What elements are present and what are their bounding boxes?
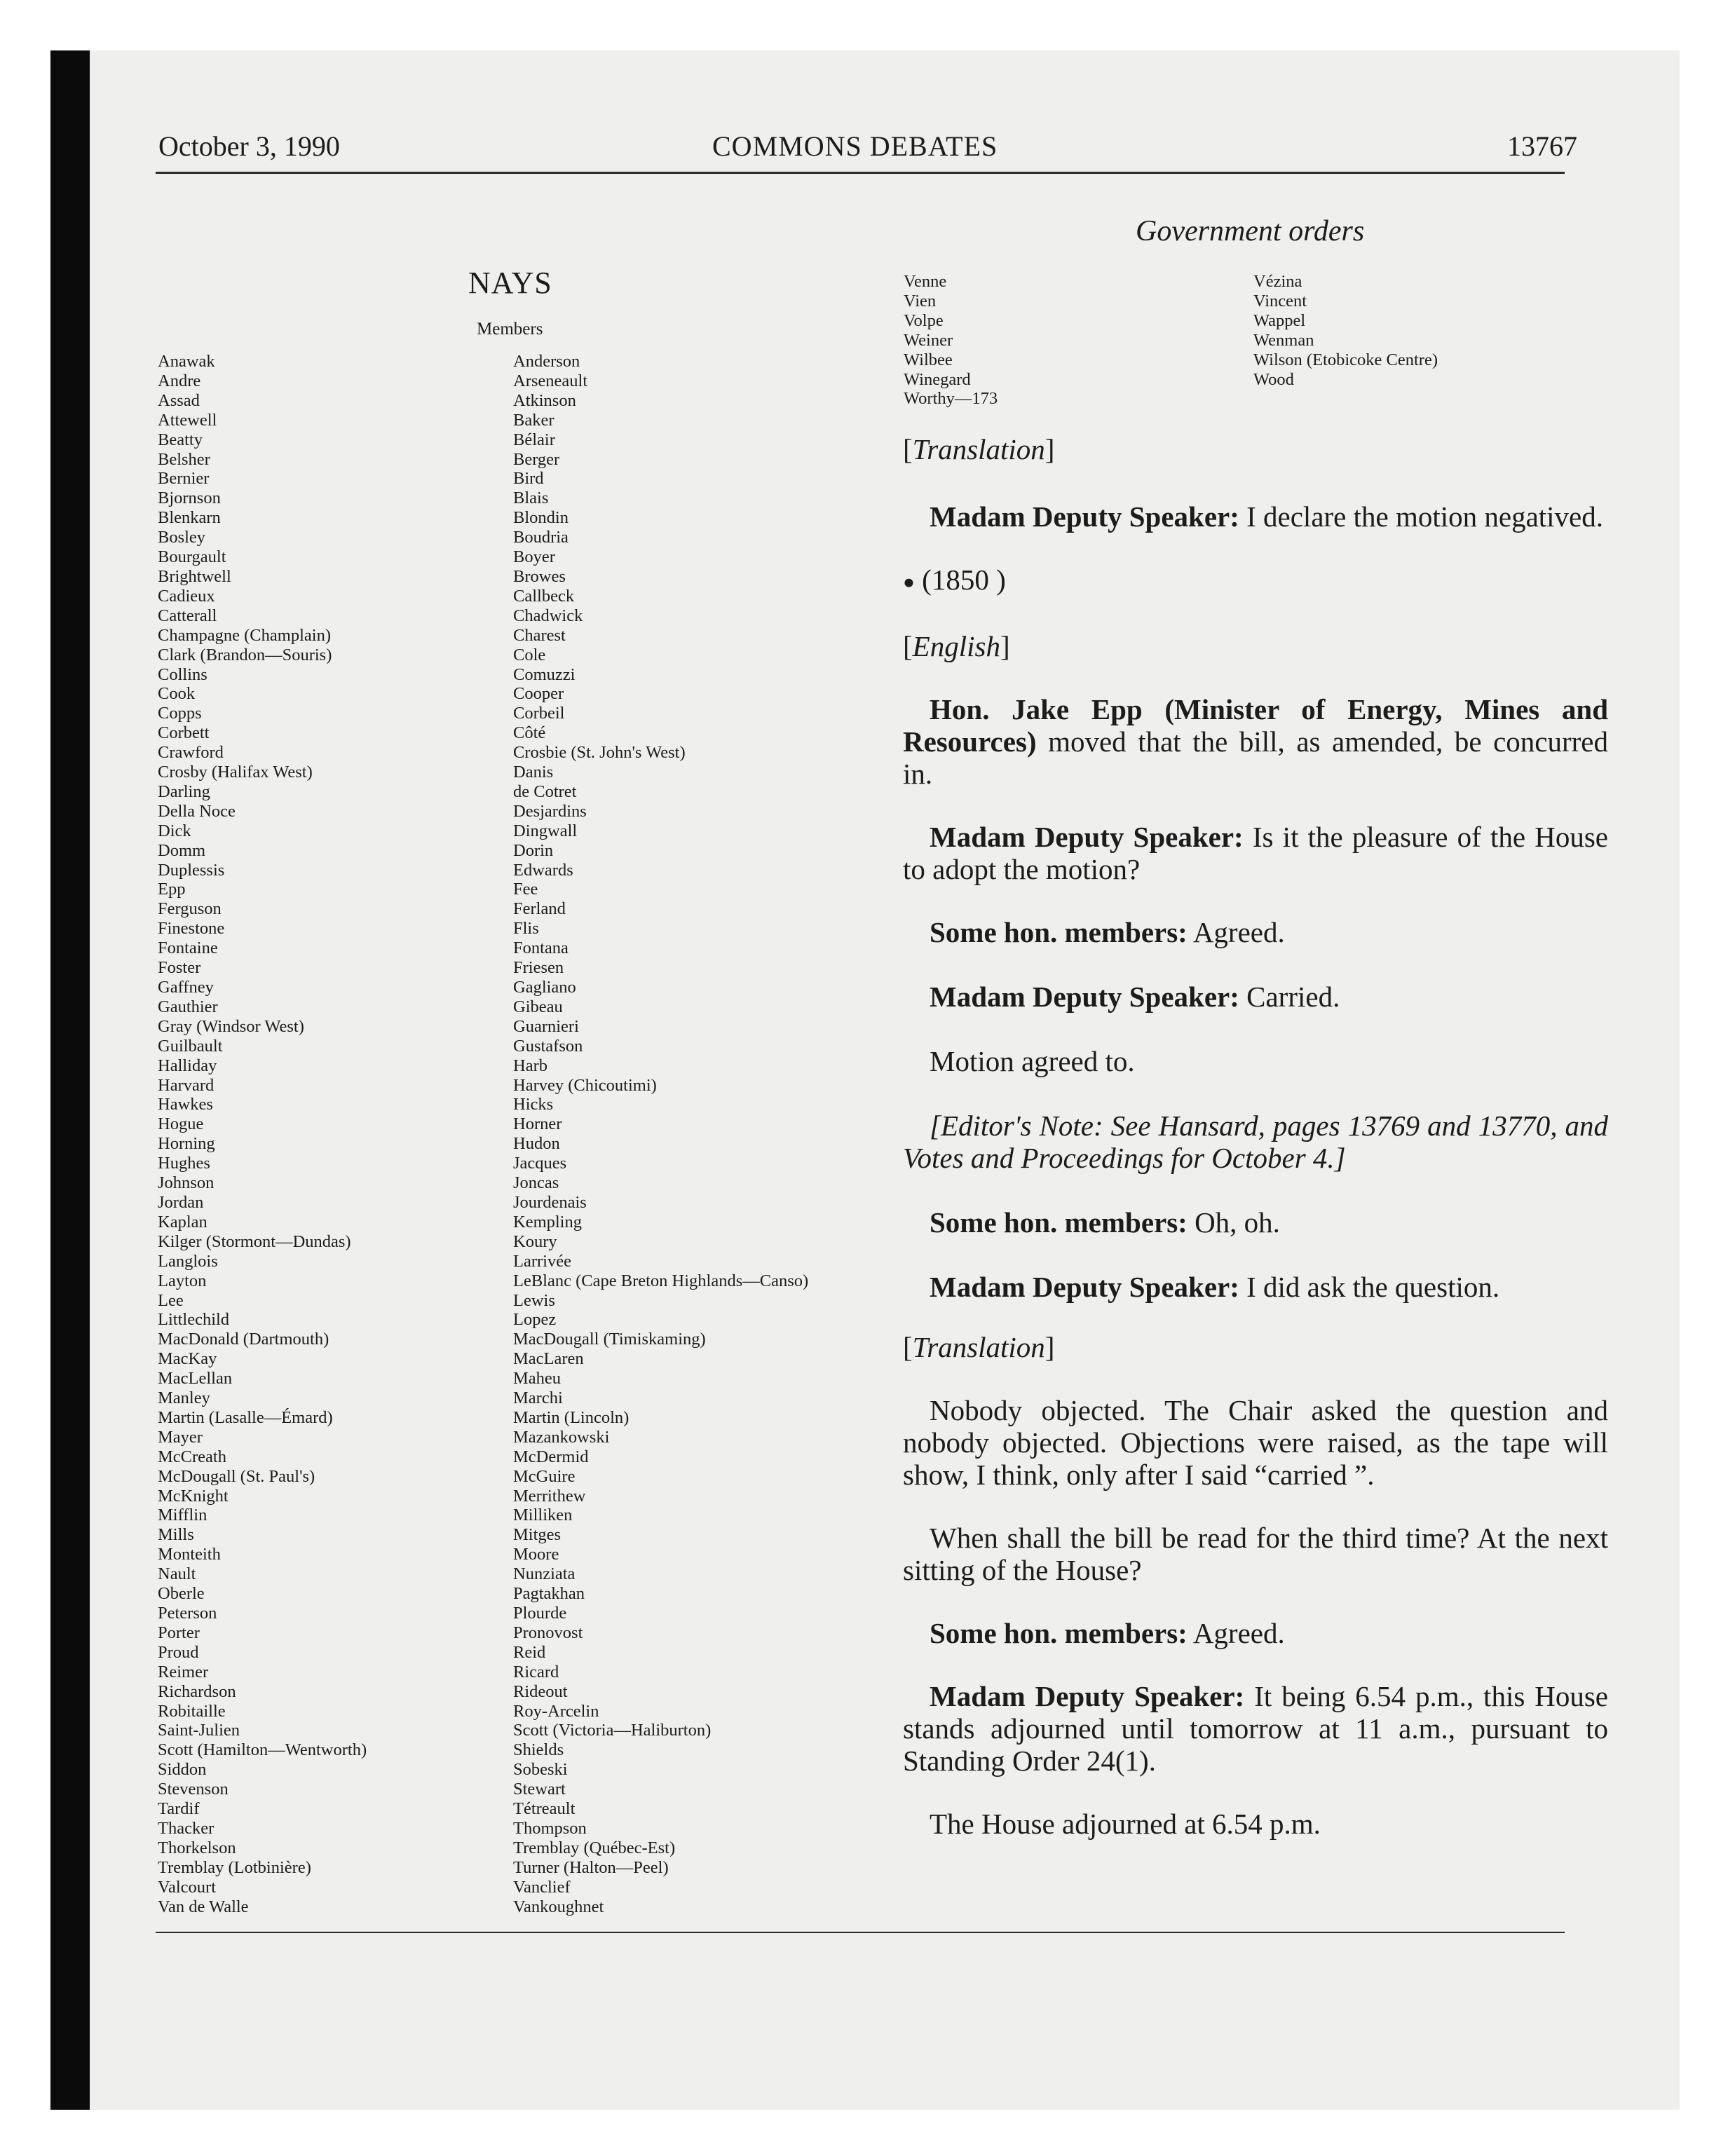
member-name: Guilbault — [158, 1036, 223, 1056]
member-name: Mazankowski — [513, 1427, 610, 1447]
member-name: Joncas — [513, 1173, 559, 1193]
member-name: Collins — [158, 664, 207, 684]
member-name: Reimer — [158, 1662, 209, 1681]
member-name: Cole — [513, 645, 546, 664]
member-name: Horning — [158, 1134, 215, 1154]
member-name: Koury — [513, 1231, 557, 1251]
member-name: Mills — [158, 1525, 194, 1545]
member-name: Comuzzi — [513, 664, 576, 684]
member-name: Nunziata — [513, 1564, 576, 1584]
member-name: MacDougall (Timiskaming) — [513, 1330, 706, 1349]
member-name: Vézina — [1253, 272, 1302, 291]
member-name: Manley — [158, 1389, 210, 1408]
member-name: Charest — [513, 625, 566, 645]
member-name: Friesen — [513, 958, 564, 978]
member-name: Crawford — [158, 743, 224, 763]
member-name: Fontaine — [158, 939, 218, 958]
member-name: Cooper — [513, 684, 564, 704]
translation-tag: [Translation] — [903, 433, 1055, 465]
member-name: Gustafson — [513, 1036, 583, 1056]
member-name: Hogue — [158, 1114, 204, 1134]
member-name: Anawak — [158, 352, 215, 371]
member-name: Bélair — [513, 430, 555, 449]
member-name: Sobeski — [513, 1760, 568, 1780]
member-name: Ricard — [513, 1662, 559, 1681]
member-name: Maheu — [513, 1369, 562, 1389]
member-name: Belsher — [158, 449, 210, 469]
speech-text: I did ask the question. — [1239, 1270, 1500, 1303]
member-name: Hughes — [158, 1154, 210, 1173]
member-name: Vien — [904, 291, 937, 311]
speech-text: I declare the motion negatived. — [1239, 500, 1604, 533]
speech-text: Is it the pleasure of the House to adopt the motion? — [903, 820, 1608, 885]
member-name: Ferguson — [158, 899, 222, 919]
member-name: Venne — [904, 272, 947, 291]
member-name: Van de Walle — [158, 1897, 249, 1916]
speech-paragraph: When shall the bill be read for the third time? At the next sitting of the House? — [903, 1521, 1608, 1586]
member-name: Kaplan — [158, 1212, 207, 1231]
members-label: Members — [477, 320, 543, 339]
member-name: Stewart — [513, 1780, 566, 1799]
member-name: McDougall (St. Paul's) — [158, 1466, 315, 1486]
member-name: Assad — [158, 390, 200, 410]
member-name: Milliken — [513, 1506, 573, 1525]
member-name: Baker — [513, 410, 554, 430]
member-name: Boudria — [513, 528, 569, 547]
member-name: Porter — [158, 1623, 200, 1642]
speech-paragraph: Motion agreed to. — [930, 1044, 1135, 1077]
member-name: Catterall — [158, 606, 217, 625]
member-name: Vankoughnet — [513, 1897, 604, 1916]
member-name: Atkinson — [513, 390, 576, 410]
speech-text: It being 6.54 p.m., this House stands adjourned until tomorrow at 11 a.m., pursuant to Standing Order 24(1). — [903, 1679, 1609, 1777]
member-name: Finestone — [158, 919, 225, 939]
member-name: Tremblay (Québec-Est) — [513, 1838, 676, 1857]
member-name: Reid — [513, 1642, 546, 1662]
member-name: Pronovost — [513, 1623, 583, 1642]
speech-text: Carried. — [1239, 980, 1340, 1013]
member-name: Flis — [513, 919, 539, 939]
member-name: Langlois — [158, 1251, 218, 1271]
member-name: Blenkarn — [158, 508, 221, 528]
member-name: Lee — [158, 1290, 184, 1310]
member-name: Mitges — [513, 1525, 562, 1545]
section-title: Government orders — [1136, 215, 1365, 247]
nays-column-1 — [158, 352, 367, 1917]
member-name: Wilson (Etobicoke Centre) — [1253, 350, 1438, 369]
member-name: Valcourt — [158, 1877, 216, 1897]
member-name: Gaffney — [158, 978, 214, 997]
speaker-name: Madam Deputy Speaker: — [930, 1679, 1245, 1712]
nays-column-3 — [904, 272, 998, 409]
member-name: Dorin — [513, 840, 554, 860]
debate-text — [903, 433, 1608, 1840]
speech-paragraph — [903, 821, 1608, 885]
header-rule — [156, 172, 1565, 174]
member-name: Harvard — [158, 1075, 215, 1095]
member-name: Thacker — [158, 1818, 215, 1838]
member-name: McDermid — [513, 1447, 589, 1466]
member-name: Hicks — [513, 1095, 554, 1114]
member-name: Weiner — [904, 330, 953, 350]
member-name: Domm — [158, 840, 206, 860]
member-name: Lopez — [513, 1310, 557, 1330]
member-name: Turner (Halton—Peel) — [513, 1857, 669, 1877]
member-name: Nault — [158, 1564, 196, 1584]
member-name: MacDonald (Dartmouth) — [158, 1330, 329, 1349]
member-name: Thompson — [513, 1818, 587, 1838]
speaker-name: Madam Deputy Speaker: — [930, 980, 1239, 1013]
english-tag: [English] — [903, 629, 1010, 662]
member-name: Chadwick — [513, 606, 583, 625]
member-name: Hudon — [513, 1134, 560, 1154]
member-name: Gagliano — [513, 978, 576, 997]
member-name: Boyer — [513, 547, 555, 567]
member-name: Bosley — [158, 528, 206, 547]
member-name: McGuire — [513, 1466, 576, 1486]
member-name: Cadieux — [158, 586, 215, 606]
member-name: Littlechild — [158, 1310, 230, 1330]
member-name: Beatty — [158, 430, 203, 449]
member-name: Roy-Arcelin — [513, 1701, 599, 1721]
speech-paragraph — [903, 916, 1608, 948]
member-name: Crosbie (St. John's West) — [513, 743, 686, 763]
member-name: Kempling — [513, 1212, 582, 1231]
member-name: Shields — [513, 1740, 564, 1760]
footer-rule — [156, 1932, 1565, 1933]
member-name: Gibeau — [513, 997, 563, 1016]
member-name: Champagne (Champlain) — [158, 625, 331, 645]
member-name: LeBlanc (Cape Breton Highlands—Canso) — [513, 1271, 809, 1290]
member-name: Wappel — [1253, 311, 1306, 330]
speech-paragraph — [903, 500, 1608, 533]
member-name: Layton — [158, 1271, 207, 1290]
member-name: Vanclief — [513, 1877, 571, 1897]
member-name: Ferland — [513, 899, 566, 919]
member-name: Gray (Windsor West) — [158, 1016, 304, 1036]
member-name: Kilger (Stormont—Dundas) — [158, 1231, 351, 1251]
member-name: Copps — [158, 704, 202, 723]
member-name: Danis — [513, 763, 554, 782]
member-name: Bjornson — [158, 489, 221, 508]
speaker-name: Hon. Jake Epp (Minister of Energy, Mines and Resources) — [903, 692, 1608, 758]
member-name: Plourde — [513, 1604, 567, 1623]
member-name: Siddon — [158, 1760, 207, 1780]
member-name: Blais — [513, 489, 549, 508]
speech-text: moved that the bill, as amended, be concurred in. — [903, 725, 1608, 790]
nays-column-2 — [513, 352, 808, 1917]
member-name: Wenman — [1253, 330, 1314, 350]
speech-text: Agreed. — [1187, 915, 1285, 948]
member-name: Hawkes — [158, 1095, 213, 1114]
member-name: Martin (Lasalle—Émard) — [158, 1407, 333, 1427]
nays-column-4 — [1253, 272, 1438, 389]
member-name: Anderson — [513, 352, 580, 371]
speaker-name: Some hon. members: — [930, 915, 1188, 948]
editors-note: [Editor's Note: See Hansard, pages 13769 and 13770, and Votes and Proceedings for October 4.] — [903, 1109, 1608, 1174]
translation-tag: [Translation] — [903, 1330, 1055, 1363]
member-name: Lewis — [513, 1290, 555, 1310]
member-name: Winegard — [904, 369, 971, 389]
member-name: Desjardins — [513, 801, 587, 821]
member-name: Callbeck — [513, 586, 575, 606]
member-name: Gauthier — [158, 997, 218, 1016]
member-name: Edwards — [513, 860, 573, 880]
member-name: Foster — [158, 958, 201, 978]
speech-text: Oh, oh. — [1187, 1206, 1280, 1239]
member-name: Scott (Hamilton—Wentworth) — [158, 1740, 367, 1760]
member-name: Tardif — [158, 1799, 200, 1819]
member-name: Saint-Julien — [158, 1721, 240, 1740]
member-name: Scott (Victoria—Haliburton) — [513, 1721, 712, 1740]
speech-paragraph — [903, 981, 1608, 1013]
header-title: COMMONS DEBATES — [712, 130, 998, 162]
speech-paragraph: Nobody objected. The Chair asked the question and nobody objected. Objections were raised, as the tape will show, I think, only after I said “carried ”. — [903, 1393, 1608, 1491]
member-name: Crosby (Halifax West) — [158, 763, 313, 782]
member-name: Clark (Brandon—Souris) — [158, 645, 332, 664]
member-name: Worthy—173 — [904, 389, 998, 409]
member-name: Rideout — [513, 1681, 568, 1701]
speaker-name: Madam Deputy Speaker: — [930, 820, 1244, 853]
member-name: Blondin — [513, 508, 569, 528]
member-name: Tétreault — [513, 1799, 576, 1819]
member-name: Horner — [513, 1114, 562, 1134]
member-name: Halliday — [158, 1056, 217, 1075]
member-name: Marchi — [513, 1389, 563, 1408]
speech-paragraph — [903, 693, 1608, 790]
member-name: Duplessis — [158, 860, 225, 880]
member-name: Browes — [513, 566, 566, 586]
member-name: de Cotret — [513, 782, 577, 801]
member-name: Dingwall — [513, 821, 578, 840]
member-name: Bird — [513, 469, 544, 489]
member-name: Peterson — [158, 1604, 217, 1623]
member-name: MacKay — [158, 1349, 217, 1369]
member-name: Harvey (Chicoutimi) — [513, 1075, 657, 1095]
member-name: Johnson — [158, 1173, 215, 1193]
member-name: Brightwell — [158, 566, 231, 586]
member-name: Arseneault — [513, 371, 588, 390]
speech-paragraph — [903, 1206, 1608, 1239]
scan-edge — [50, 50, 90, 2110]
member-name: Harb — [513, 1056, 547, 1075]
member-name: Vincent — [1253, 291, 1307, 311]
speaker-name: Madam Deputy Speaker: — [930, 1270, 1239, 1303]
member-name: Tremblay (Lotbinière) — [158, 1857, 311, 1877]
member-name: Mayer — [158, 1427, 203, 1447]
member-name: MacLellan — [158, 1369, 233, 1389]
bullet-icon: ● — [903, 571, 915, 594]
member-name: Monteith — [158, 1545, 221, 1564]
speech-paragraph — [903, 1271, 1608, 1303]
member-name: Darling — [158, 782, 210, 801]
member-name: Moore — [513, 1545, 559, 1564]
header-page-number: 13767 — [1507, 130, 1577, 162]
member-name: Wood — [1253, 369, 1294, 389]
member-name: Berger — [513, 449, 560, 469]
member-name: Jourdenais — [513, 1192, 587, 1212]
member-name: Martin (Lincoln) — [513, 1407, 630, 1427]
member-name: McKnight — [158, 1486, 229, 1506]
speech-paragraph — [903, 1680, 1608, 1777]
member-name: Corbeil — [513, 704, 565, 723]
member-name: Pagtakhan — [513, 1584, 585, 1604]
member-name: Corbett — [158, 723, 210, 743]
speech-paragraph — [903, 1617, 1608, 1649]
member-name: Epp — [158, 880, 186, 899]
header-date: October 3, 1990 — [158, 130, 340, 162]
member-name: Richardson — [158, 1681, 236, 1701]
member-name: MacLaren — [513, 1349, 584, 1369]
speech-paragraph: The House adjourned at 6.54 p.m. — [930, 1807, 1321, 1840]
member-name: Stevenson — [158, 1780, 229, 1799]
member-name: Della Noce — [158, 801, 236, 821]
member-name: Thorkelson — [158, 1838, 236, 1857]
member-name: Jordan — [158, 1192, 204, 1212]
member-name: Volpe — [904, 311, 944, 330]
speech-text: Agreed. — [1187, 1616, 1285, 1649]
member-name: Côté — [513, 723, 546, 743]
member-name: Dick — [158, 821, 191, 840]
member-name: Mifflin — [158, 1506, 207, 1525]
member-name: Wilbee — [904, 350, 953, 369]
member-name: Oberle — [158, 1584, 205, 1604]
member-name: McCreath — [158, 1447, 226, 1466]
member-name: Robitaille — [158, 1701, 226, 1721]
nays-heading: NAYS — [468, 266, 552, 300]
member-name: Cook — [158, 684, 196, 704]
member-name: Guarnieri — [513, 1016, 579, 1036]
member-name: Bourgault — [158, 547, 226, 567]
member-name: Larrivée — [513, 1251, 571, 1271]
member-name: Jacques — [513, 1154, 567, 1173]
speaker-name: Some hon. members: — [930, 1616, 1188, 1649]
member-name: Bernier — [158, 469, 210, 489]
member-name: Andre — [158, 371, 201, 390]
time-marker: ● (1850 ) — [903, 564, 1006, 596]
member-name: Fontana — [513, 939, 569, 958]
member-name: Merrithew — [513, 1486, 586, 1506]
speaker-name: Some hon. members: — [930, 1206, 1188, 1239]
speaker-name: Madam Deputy Speaker: — [930, 500, 1239, 533]
member-name: Attewell — [158, 410, 217, 430]
member-name: Fee — [513, 880, 538, 899]
member-name: Proud — [158, 1642, 199, 1662]
